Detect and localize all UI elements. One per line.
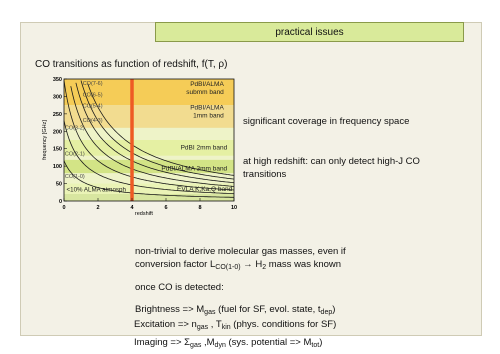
x-tick-label: 10 (230, 205, 238, 211)
band-label: PdBI/ALMA (190, 80, 224, 88)
subtitle: CO transitions as function of redshift, f(T, ρ) (35, 59, 228, 70)
text-part: (fuel for SF, evol. state, t (215, 304, 321, 315)
slide (20, 22, 482, 336)
band-label: EVLA K,Ka,Q band (177, 185, 233, 193)
band-label: 1mm band (193, 112, 224, 120)
chart-svg (30, 75, 238, 220)
brightness-line (135, 303, 335, 319)
nontrivial-line-1: non-trivial to derive molecular gas masses, even if (135, 246, 346, 257)
nontrivial-line-2 (135, 258, 341, 274)
y-tick-label: 100 (52, 164, 62, 171)
transition-label: CO(3-2) (64, 125, 85, 132)
transition-label: CO(1-0) (64, 173, 85, 180)
x-tick-label: 0 (62, 205, 66, 211)
text-part: (sys. potential => M (225, 337, 312, 348)
y-tick-label: 300 (52, 94, 62, 101)
transition-label: CO(7-6) (82, 80, 103, 87)
transition-label: CO(2-1) (64, 151, 85, 158)
text-part: → H (240, 259, 263, 270)
text-part: Excitation => n (134, 319, 197, 330)
band-label: PdBI/ALMA 3mm band (161, 165, 228, 173)
text-sub: gas (204, 309, 216, 316)
y-tick-label: 0 (58, 199, 62, 205)
x-tick-label: 8 (198, 205, 202, 211)
text-sub: gas (196, 324, 209, 331)
band-label: PdBI 2mm band (180, 144, 228, 152)
y-tick-label: 200 (52, 129, 62, 136)
note-coverage: significant coverage in frequency space (243, 116, 410, 127)
slide-title (155, 22, 464, 42)
low-coverage-label: <10% ALMA atmosph (66, 186, 126, 194)
y-tick-label: 150 (52, 146, 62, 153)
text-part: (phys. conditions for SF) (230, 319, 337, 330)
text-sub: dep (320, 309, 333, 316)
text-sub: kin (221, 324, 231, 331)
y-tick-label: 50 (55, 181, 62, 188)
transition-label: CO(4-3) (82, 118, 103, 125)
text-part: mass was known (266, 259, 342, 270)
y-axis-label: frequency [GHz] (42, 120, 48, 160)
x-tick-label: 4 (130, 205, 134, 211)
y-tick-label: 250 (52, 111, 62, 118)
text-part: , T (208, 319, 222, 330)
note-highz: at high redshift: can only detect high-J CO transitions (243, 156, 420, 180)
co-redshift-chart (30, 75, 238, 220)
low-coverage-band (64, 194, 234, 201)
text-sub: gas (190, 342, 202, 349)
imaging-line (134, 336, 322, 352)
text-sub: tot (311, 342, 320, 349)
x-tick-label: 2 (96, 205, 100, 211)
text-part: ) (332, 304, 336, 315)
detected-line: once CO is detected: (135, 282, 224, 293)
x-axis-label: redshift (134, 211, 153, 217)
text-part: Brightness => M (135, 304, 205, 315)
transition-label: CO(5-4) (82, 103, 103, 110)
text-part: ,M (201, 337, 215, 348)
band-label: PdBI/ALMA (190, 104, 224, 112)
text-part: Imaging => Σ (134, 337, 191, 348)
text-sub: dyn (214, 342, 226, 349)
text-part: ) (319, 337, 323, 348)
text-part: conversion factor L (135, 259, 216, 270)
slide-title-text: practical issues (275, 26, 344, 38)
x-tick-label: 6 (164, 205, 168, 211)
y-tick-label: 350 (52, 77, 62, 83)
text-sub: 2 (262, 264, 267, 271)
band-label: submm band (186, 88, 224, 96)
transition-label: CO(6-5) (82, 92, 103, 99)
excitation-line (134, 318, 336, 334)
text-sub: CO(1-0) (215, 264, 241, 271)
